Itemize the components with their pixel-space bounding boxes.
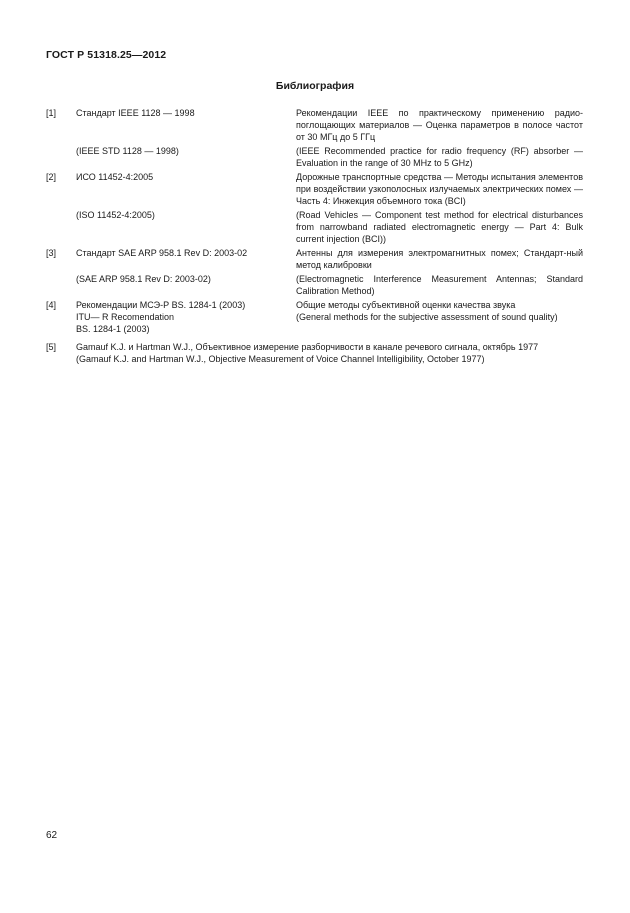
bib-entry-3-original (46, 273, 586, 297)
bibliography-heading: Библиография (275, 80, 355, 92)
entry-standard: (IEEE STD 1128 — 1998) (76, 146, 179, 156)
bib-entry-3 (46, 247, 586, 271)
entry-description: Антенны для измерения электромагнитных помех; Стандарт-ный метод калибровки (296, 248, 583, 270)
bib-entry-2 (46, 171, 586, 207)
entry-standard: Рекомендации МСЭ-Р BS. 1284-1 (2003) ITU— R Recomendation BS. 1284-1 (2003) (76, 300, 246, 334)
section-title (0, 80, 630, 92)
document-code: ГОСТ Р 51318.25—2012 (46, 49, 167, 61)
entry-line-russian: Gamauf K.J. и Hartman W.J., Объективное измерение разборчивости в канале речевого сигнала, октябрь 1977 (76, 342, 539, 352)
entry-line-english: (Gamauf K.J. and Hartman W.J., Objective Measurement of Voice Channel Intelligibility, October 1977) (76, 354, 485, 364)
entry-standard: Стандарт IEEE 1128 — 1998 (76, 108, 195, 118)
entry-description: Общие методы субъективной оценки качества звука (General methods for the subjective assessment of sound quality) (296, 300, 558, 322)
entry-standard: Стандарт SAE ARP 958.1 Rev D: 2003-02 (76, 248, 248, 258)
entry-standard: ИСО 11452-4:2005 (76, 172, 154, 182)
entry-description: Дорожные транспортные средства — Методы испытания элементов при воздействии узкополосных излучаемых электрических помех — Часть 4: Инжекция объемного тока (BCI) (296, 172, 583, 206)
entry-standard: (SAE ARP 958.1 Rev D: 2003-02) (76, 274, 211, 284)
entry-text (76, 341, 586, 365)
entry-description: (Road Vehicles — Component test method for electrical disturbances from narrowband radiated electromagnetic energy — Part 4: Bulk current injection (BCI)) (296, 210, 583, 244)
entry-number: [1] (46, 108, 57, 118)
bibliography-list (46, 107, 586, 365)
entry-number: [5] (46, 342, 57, 352)
bib-entry-5 (46, 341, 586, 365)
bib-entry-2-original (46, 209, 586, 245)
entry-description: (IEEE Recommended practice for radio frequency (RF) absorber — Evaluation in the range of 30 MHz to 5 GHz) (296, 146, 583, 168)
bib-entry-4 (46, 299, 586, 335)
bib-entry-1 (46, 107, 586, 143)
entry-number: [2] (46, 172, 57, 182)
entry-description: Рекомендации IEEE по практическому применению радио-поглощающих материалов — Оценка параметров в полосе частот от 30 МГц до 5 ГГц (296, 108, 583, 142)
entry-description: (Electromagnetic Interference Measurement Antennas; Standard Calibration Method) (296, 274, 583, 296)
entry-standard: (ISO 11452-4:2005) (76, 210, 155, 220)
entry-number: [3] (46, 248, 57, 258)
page-number: 62 (46, 830, 58, 841)
bib-entry-1-original (46, 145, 586, 169)
entry-number: [4] (46, 300, 57, 310)
